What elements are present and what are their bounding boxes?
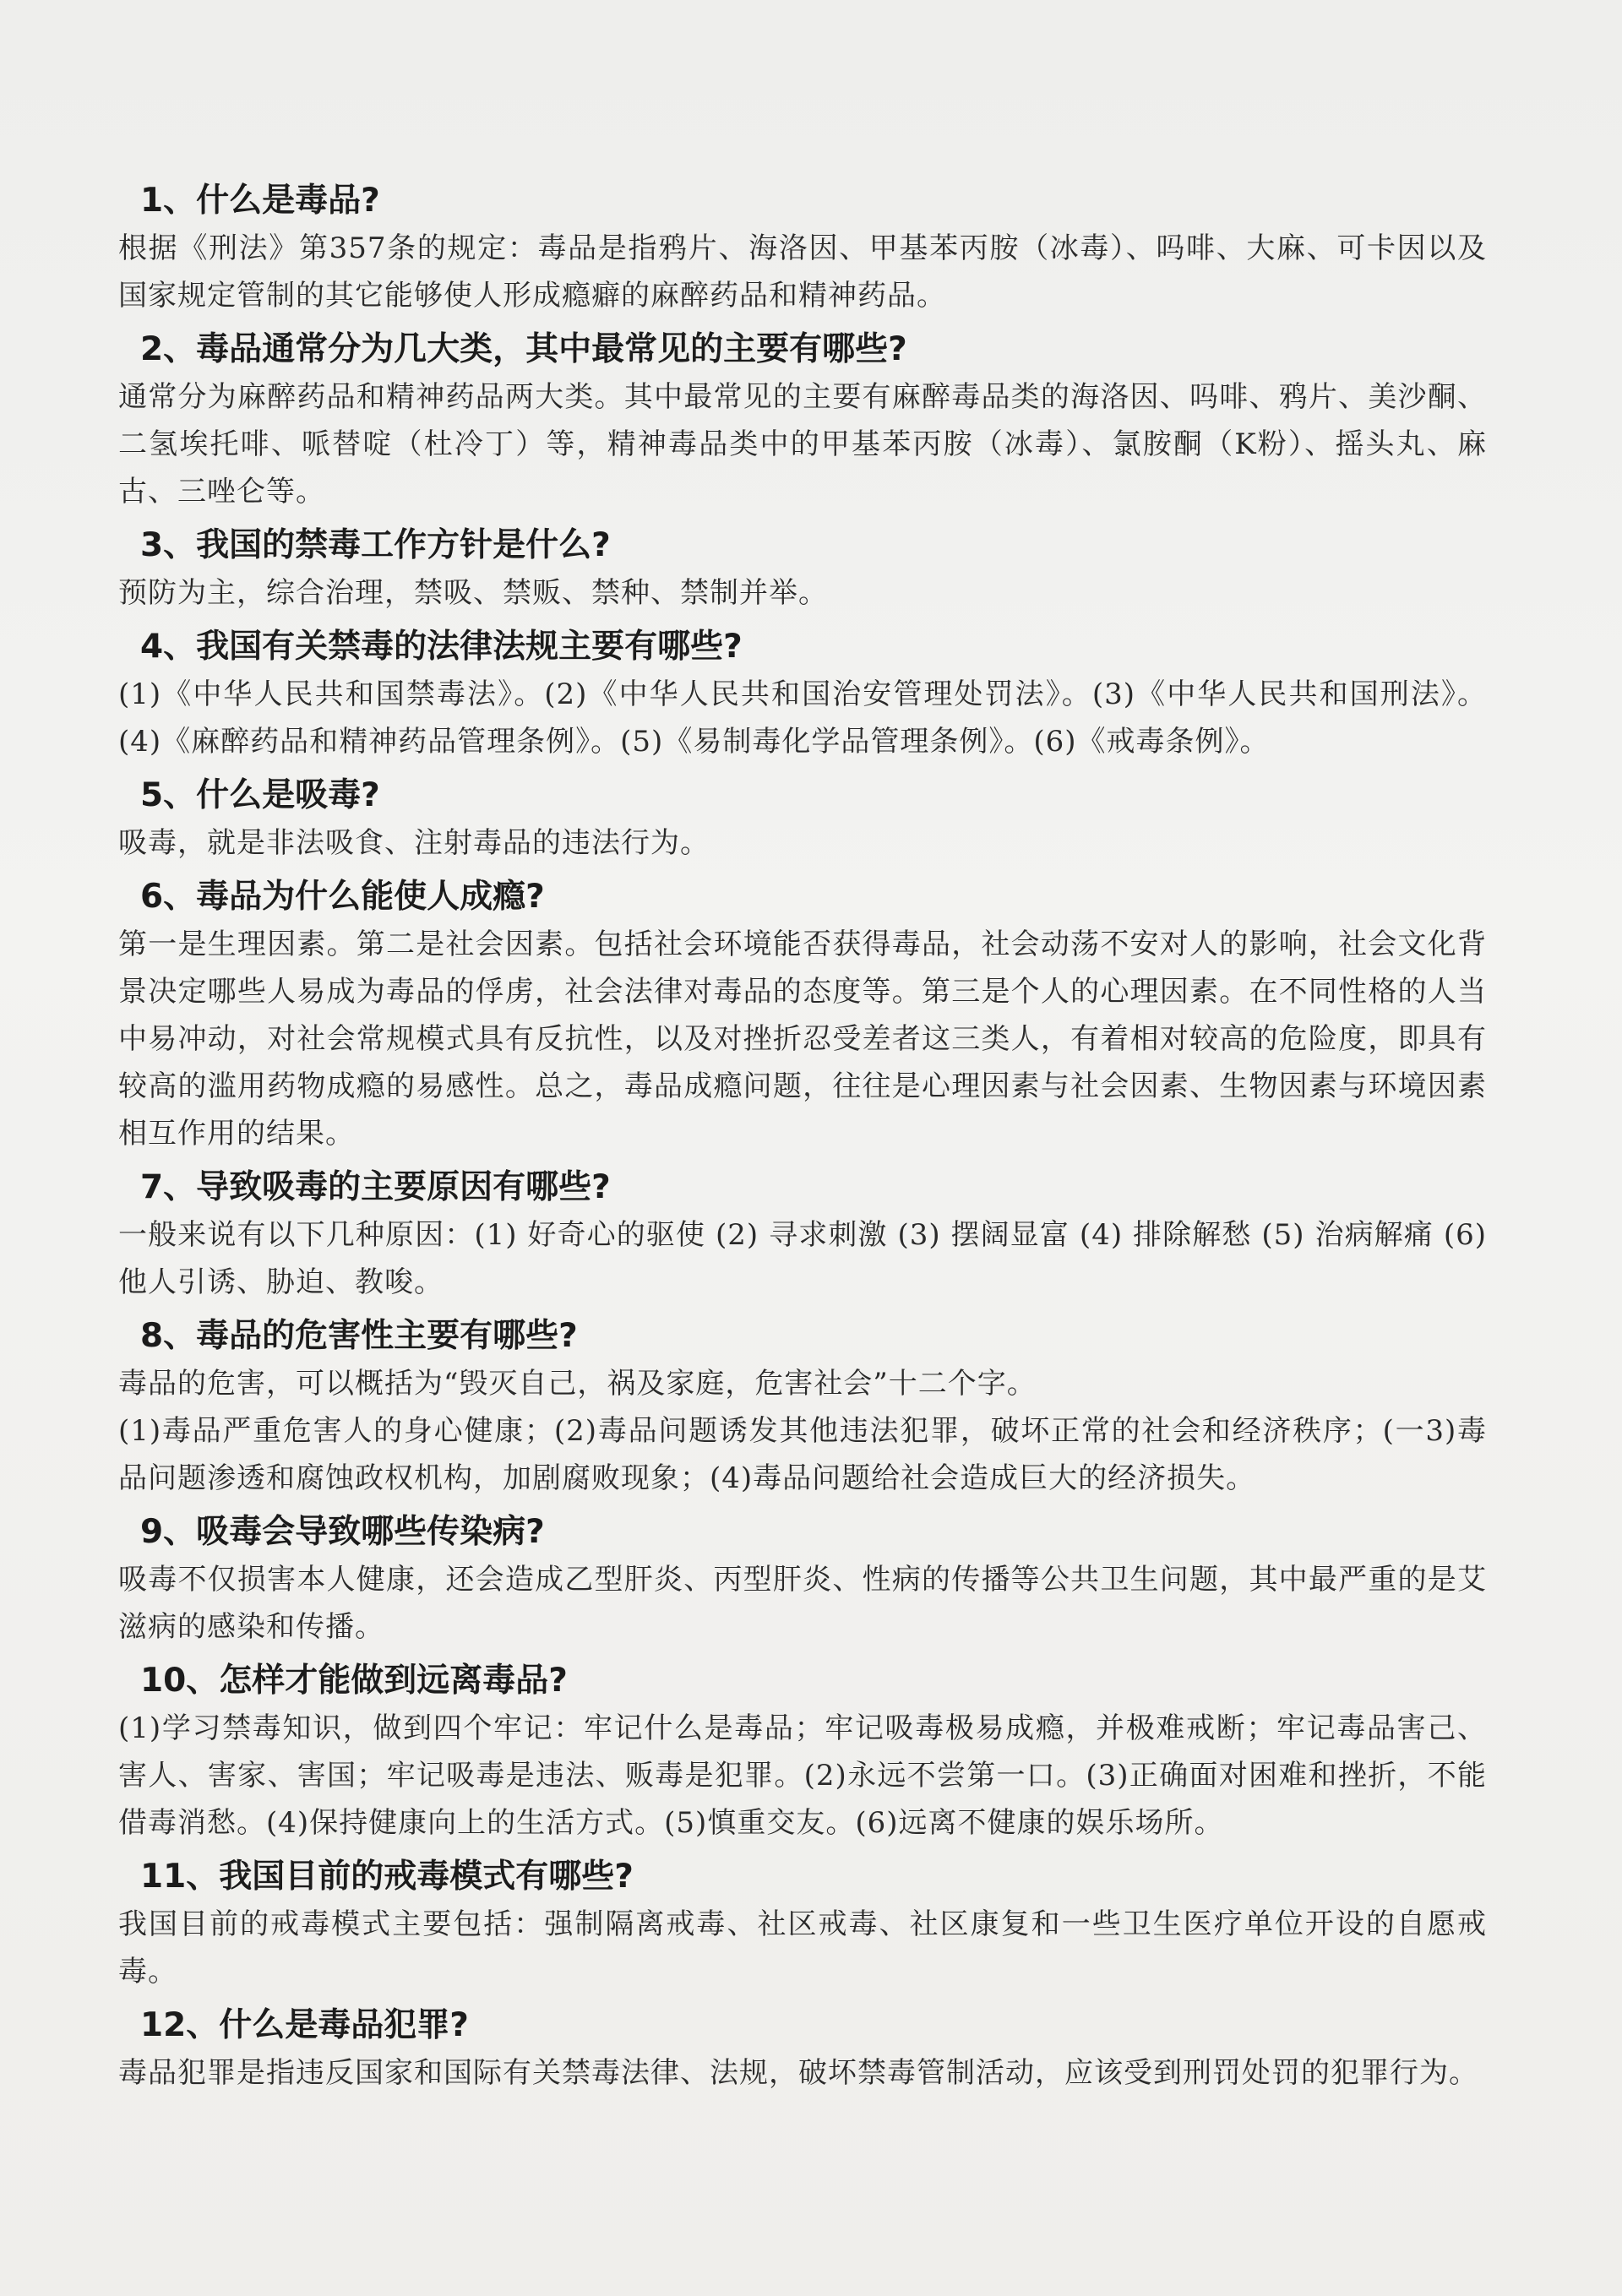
question-5: 5、什么是吸毒? <box>140 776 380 814</box>
answer-12: 毒品犯罪是指违反国家和国际有关禁毒法律、法规，破坏禁毒管制活动，应该受到刑罚处罚的犯罪行为。 <box>118 2056 1478 2090</box>
answer-11: 我国目前的戒毒模式主要包括：强制隔离戒毒、社区戒毒、社区康复和一些卫生医疗单位开设的自愿戒毒。 <box>118 1907 1487 1989</box>
answer-7: 一般来说有以下几种原因：(1) 好奇心的驱使 (2) 寻求刺激 (3) 摆阔显富 (4) 排除解愁 (5) 治病解痛 (6) 他人引诱、胁迫、教唆。 <box>118 1218 1487 1299</box>
question-7: 7、导致吸毒的主要原因有哪些? <box>140 1168 611 1206</box>
question-11: 11、我国目前的戒毒模式有哪些? <box>140 1858 634 1896</box>
question-1: 1、什么是毒品? <box>140 182 380 220</box>
answer-1: 根据《刑法》第357条的规定：毒品是指鸦片、海洛因、甲基苯丙胺（冰毒）、吗啡、大麻、可卡因以及国家规定管制的其它能够使人形成瘾癖的麻醉药品和精神药品。 <box>118 231 1487 313</box>
answer-10: (1)学习禁毒知识，做到四个牢记：牢记什么是毒品；牢记吸毒极易成瘾，并极难戒断；牢记毒品害己、害人、害家、害国；牢记吸毒是违法、贩毒是犯罪。(2)永远不尝第一口。(3)正确面对困难和挫折，不能借毒消愁。(4)保持健康向上的生活方式。(5)慎重交友。(6)远离不健康的娱乐场所。 <box>118 1711 1487 1840</box>
question-10: 10、怎样才能做到远离毒品? <box>140 1662 568 1700</box>
answer-9: 吸毒不仅损害本人健康，还会造成乙型肝炎、丙型肝炎、性病的传播等公共卫生问题，其中最严重的是艾滋病的感染和传播。 <box>118 1563 1487 1644</box>
question-2: 2、毒品通常分为几大类，其中最常见的主要有哪些? <box>140 330 907 368</box>
question-9: 9、吸毒会导致哪些传染病? <box>140 1513 545 1551</box>
answer-3: 预防为主，综合治理，禁吸、禁贩、禁种、禁制并举。 <box>118 576 828 610</box>
question-3: 3、我国的禁毒工作方针是什么? <box>140 526 611 564</box>
answer-2: 通常分为麻醉药品和精神药品两大类。其中最常见的主要有麻醉毒品类的海洛因、吗啡、鸦片、美沙酮、二氢埃托啡、哌替啶（杜冷丁）等，精神毒品类中的甲基苯丙胺（冰毒）、氯胺酮（K粉）、摇头丸、麻古、三唑仑等。 <box>118 380 1487 509</box>
answer-5: 吸毒，就是非法吸食、注射毒品的违法行为。 <box>118 826 710 860</box>
answer-8-summary: 毒品的危害，可以概括为“毁灭自己，祸及家庭，危害社会”十二个字。 <box>118 1367 1037 1401</box>
answer-4: (1)《中华人民共和国禁毒法》。(2)《中华人民共和国治安管理处罚法》。(3)《中华人民共和国刑法》。(4)《麻醉药品和精神药品管理条例》。(5)《易制毒化学品管理条例》。(6)《戒毒条例》。 <box>118 677 1487 759</box>
answer-6: 第一是生理因素。第二是社会因素。包括社会环境能否获得毒品，社会动荡不安对人的影响，社会文化背景决定哪些人易成为毒品的俘虏，社会法律对毒品的态度等。第三是个人的心理因素。在不同性格的人当中易冲动，对社会常规模式具有反抗性，以及对挫折忍受差者这三类人，有着相对较高的危险度，即具有较高的滥用药物成瘾的易感性。总之，毒品成瘾问题，往往是心理因素与社会因素、生物因素与环境因素相互作用的结果。 <box>118 928 1487 1151</box>
qa-document <box>118 177 1487 2103</box>
question-6: 6、毒品为什么能使人成瘾? <box>140 878 545 916</box>
question-8: 8、毒品的危害性主要有哪些? <box>140 1317 578 1355</box>
question-12: 12、什么是毒品犯罪? <box>140 2006 469 2044</box>
question-4: 4、我国有关禁毒的法律法规主要有哪些? <box>140 628 743 666</box>
answer-8-details: (1)毒品严重危害人的身心健康；(2)毒品问题诱发其他违法犯罪，破坏正常的社会和经济秩序；(一3)毒品问题渗透和腐蚀政权机构，加剧腐败现象；(4)毒品问题给社会造成巨大的经济损失。 <box>118 1414 1487 1495</box>
